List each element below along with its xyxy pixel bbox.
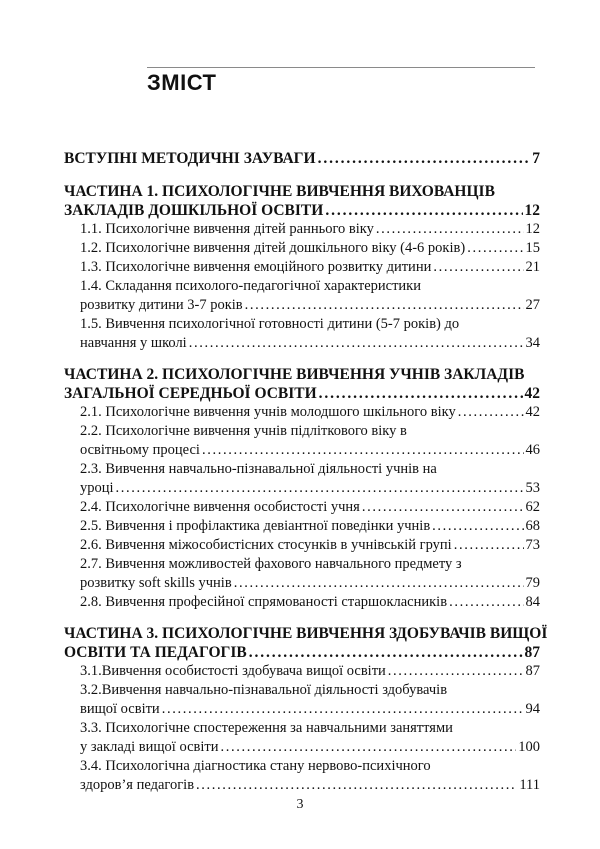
toc-subsection[interactable] [80, 220, 540, 239]
toc-page-number: 62 [525, 499, 540, 515]
toc-part-3[interactable] [64, 624, 548, 662]
top-rule [147, 67, 535, 68]
toc-page-number: 53 [525, 480, 540, 496]
toc-entry-text: ОСВІТИ ТА ПЕДАГОГІВ [64, 644, 247, 661]
dot-leader [162, 700, 524, 719]
toc-entry-text: 1.4. Складання психолого-педагогічної характеристики [80, 278, 421, 294]
toc-entry-text: 2.6. Вивчення міжособистісних стосунків в учнівській групі [80, 537, 452, 553]
toc-entry-text: уроці [80, 480, 114, 496]
dot-leader [249, 643, 523, 662]
toc-part-2[interactable] [64, 365, 540, 403]
toc-page-number: 34 [525, 335, 540, 351]
toc-page-number: 15 [525, 240, 540, 256]
toc-subsection[interactable] [80, 277, 540, 315]
toc-entry-text: вищої освіти [80, 701, 160, 717]
toc-subsection[interactable] [80, 593, 540, 612]
toc-entry-text: ЧАСТИНА 2. ПСИХОЛОГІЧНЕ ВИВЧЕННЯ УЧНІВ ЗАКЛАДІВ [64, 366, 525, 383]
dot-leader [449, 593, 523, 612]
toc-subsection[interactable] [80, 239, 540, 258]
toc-entry-text: у закладі вищої освіти [80, 739, 219, 755]
toc-entry-text: 3.4. Психологічна діагностика стану нервово-психічного [80, 758, 431, 774]
toc-entry-text: 1.2. Психологічне вивчення дітей дошкільного віку (4-6 років) [80, 240, 466, 256]
toc-entry-text: розвитку soft skills учнів [80, 575, 232, 591]
toc-entry-text: 2.1. Психологічне вивчення учнів молодшого шкільного віку [80, 404, 456, 420]
dot-leader [116, 479, 524, 498]
dot-leader [220, 738, 516, 757]
toc-subsection[interactable] [80, 681, 540, 719]
toc-entry-title: ВСТУПНІ МЕТОДИЧНІ ЗАУВАГИ [64, 150, 316, 167]
page-number: 3 [296, 797, 304, 812]
toc-entry-text: 2.7. Вивчення можливостей фахового навчального предмету з [80, 556, 462, 572]
toc-subsection[interactable] [80, 662, 540, 681]
toc-entry-text: 2.8. Вивчення професійної спрямованості старшокласників [80, 594, 448, 610]
toc-page-number: 94 [525, 701, 540, 717]
toc-subsection[interactable] [80, 719, 540, 757]
toc-entry-text: здоров’я педагогів [80, 777, 195, 793]
toc-page-number: 111 [519, 777, 540, 793]
toc-page-number: 42 [525, 404, 540, 420]
toc-subsection[interactable] [80, 460, 540, 498]
dot-leader [196, 776, 517, 795]
toc-entry-text: 2.3. Вивчення навчально-пізнавальної діяльності учнів на [80, 461, 437, 477]
toc-page-number: 12 [524, 202, 540, 219]
dot-leader [245, 296, 524, 315]
toc-entry-intro[interactable] [64, 149, 540, 168]
toc-subsection[interactable] [80, 258, 540, 277]
toc-subsection[interactable] [80, 315, 540, 353]
dot-leader [362, 498, 524, 517]
toc-entry-text: ЧАСТИНА 1. ПСИХОЛОГІЧНЕ ВИВЧЕННЯ ВИХОВАНЦІВ [64, 183, 495, 200]
toc-page-number: 27 [525, 297, 540, 313]
toc-page-number: 42 [524, 385, 540, 402]
dot-leader [388, 662, 524, 681]
toc-subsection[interactable] [80, 757, 540, 795]
toc-page-number: 87 [525, 663, 540, 679]
toc-page-number: 12 [525, 221, 540, 237]
toc-entry-text: освітньому процесі [80, 442, 200, 458]
dot-leader [454, 536, 524, 555]
toc-parts [64, 182, 548, 795]
toc-subsection[interactable] [80, 536, 540, 555]
toc-subsection[interactable] [80, 517, 540, 536]
toc-subsection[interactable] [80, 555, 540, 593]
toc-entry-text: розвитку дитини 3-7 років [80, 297, 243, 313]
toc-page-number: 73 [525, 537, 540, 553]
toc-page-number: 87 [524, 644, 540, 661]
toc-entry-text: 1.3. Психологічне вивчення емоційного розвитку дитини [80, 259, 432, 275]
toc-entry-text: 3.3. Психологічне спостереження за навчальними заняттями [80, 720, 453, 736]
table-of-contents [64, 149, 548, 795]
toc-subsection[interactable] [80, 498, 540, 517]
dot-leader [234, 574, 524, 593]
dot-leader [376, 220, 524, 239]
dot-leader [318, 149, 531, 168]
dot-leader [458, 403, 524, 422]
toc-page-number: 7 [532, 150, 540, 167]
toc-entry-text: 2.2. Психологічне вивчення учнів підліткового віку в [80, 423, 407, 439]
dot-leader [432, 517, 523, 536]
toc-entry-text: 2.5. Вивчення і профілактика девіантної поведінки учнів [80, 518, 431, 534]
toc-entry-text: навчання у школі [80, 335, 187, 351]
dot-leader [319, 384, 523, 403]
toc-subsection[interactable] [80, 403, 540, 422]
toc-page-number: 21 [525, 259, 540, 275]
page-title: ЗМІСТ [147, 70, 217, 95]
toc-entry-text: 3.1.Вивчення особистості здобувача вищої освіти [80, 663, 386, 679]
toc-entry-text: 2.4. Психологічне вивчення особистості учня [80, 499, 360, 515]
toc-entry-text: ЧАСТИНА 3. ПСИХОЛОГІЧНЕ ВИВЧЕННЯ ЗДОБУВАЧІВ ВИЩОЇ [64, 625, 548, 642]
toc-entry-text: 1.1. Психологічне вивчення дітей раннього віку [80, 221, 374, 237]
toc-page-number: 84 [525, 594, 540, 610]
toc-entry-text: 3.2.Вивчення навчально-пізнавальної діяльності здобувачів [80, 682, 448, 698]
toc-page-number: 68 [525, 518, 540, 534]
toc-page-number: 46 [525, 442, 540, 458]
toc-page-number: 100 [518, 739, 540, 755]
dot-leader [202, 441, 524, 460]
toc-entry-text: ЗАКЛАДІВ ДОШКІЛЬНОЇ ОСВІТИ [64, 202, 324, 219]
dot-leader [325, 201, 522, 220]
dot-leader [467, 239, 523, 258]
toc-entry-text: 1.5. Вивчення психологічної готовності дитини (5-7 років) до [80, 316, 460, 332]
toc-page-number: 79 [525, 575, 540, 591]
toc-entry-text: ЗАГАЛЬНОЇ СЕРЕДНЬОЇ ОСВІТИ [64, 385, 317, 402]
dot-leader [433, 258, 523, 277]
toc-subsection[interactable] [80, 422, 540, 460]
dot-leader [189, 334, 524, 353]
toc-part-1[interactable] [64, 182, 540, 220]
